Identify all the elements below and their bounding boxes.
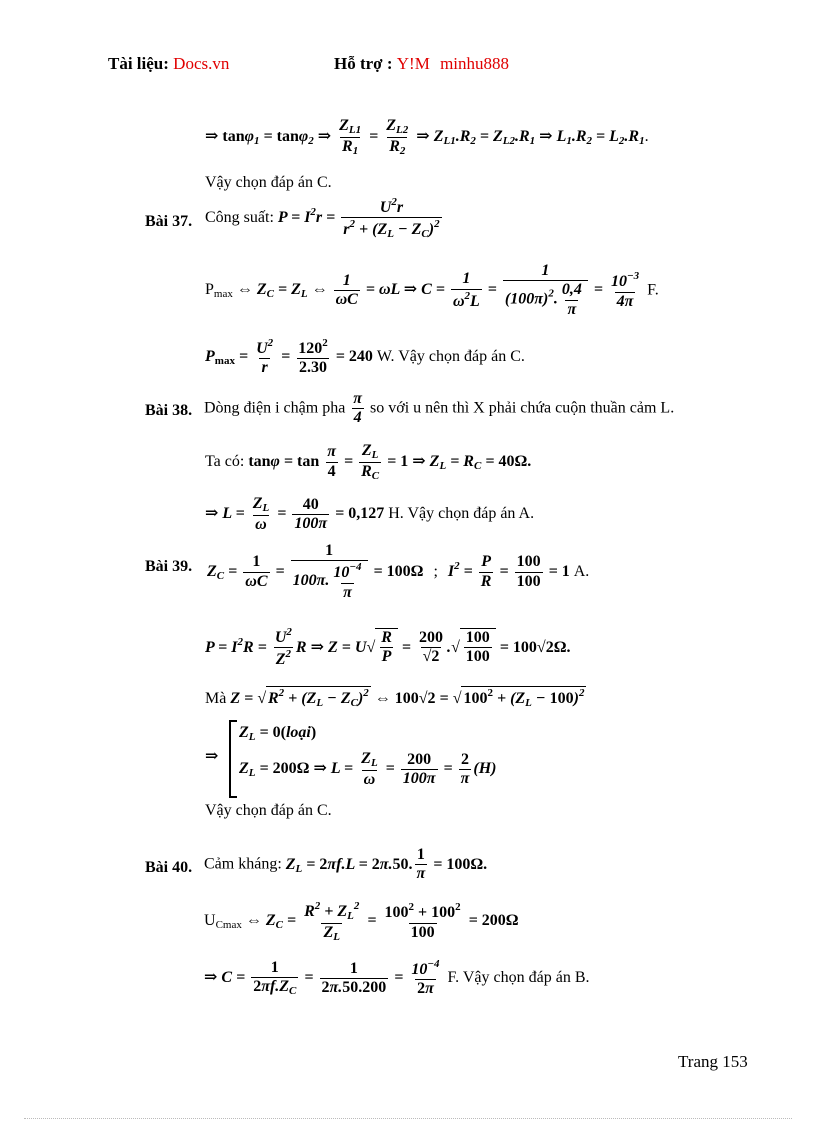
bai37-title: Bài 37.: [145, 213, 193, 230]
bai38-unit-h: H. Vậy chọn đáp án A.: [388, 505, 535, 523]
bai39-unit-a: A.: [573, 562, 590, 580]
header-support: [334, 54, 509, 74]
bai40-unit-f: F. Vậy chọn đáp án B.: [447, 969, 590, 987]
bai39-ma-label: Mà: [205, 690, 227, 707]
bai37-unit-f: F.: [647, 281, 659, 299]
bai40-zc: $U_{Cmax}$ ⇔ $Z_C$ = $\frac{R^2 + Z_L^2}{Z_L}$ = $\frac{100^2 + 100^2}{100}$ = 200Ω: [204, 900, 519, 943]
bai36-formula: ⇒ tanφ$_1$ = tanφ$_2$ ⇒ $\frac{Z_{L1}}{R_1}$ = $\frac{Z_{L2}}{R_2}$ ⇒ $Z_{L1}.R_2 = Z_{L2}.R_1$ ⇒ $L_1.R_2 = L_2.R_1$.: [205, 117, 649, 157]
bai38-taco: Ta có:: [205, 452, 245, 470]
bai40-title: Bài 40.: [145, 859, 193, 876]
bai39-case-2: $Z_L = 200\Omega$ ⇒ L = $\frac{Z_L}{\omega}$ = $\frac{200}{100\pi}$ = $\frac{2}{\pi}$ (H): [239, 750, 497, 788]
bai38-title: Bài 38.: [145, 402, 193, 419]
bai39-title: Bài 39.: [145, 558, 193, 575]
header-doc: [108, 54, 229, 74]
header-doc-site[interactable]: Docs.vn: [173, 54, 230, 73]
bai39-conclusion: Vậy chọn đáp án C.: [205, 802, 332, 819]
bai40-lead: Cảm kháng:: [204, 855, 282, 873]
header-doc-label: Tài liệu:: [108, 54, 169, 73]
bai40-capacitance: ⇒ C = $\frac{1}{2\pi f.Z_C}$ = $\frac{1}{2\pi.50.200}$ = $\frac{10^{-4}}{2\pi}$ F. Vậy chọn đáp án B.: [204, 958, 590, 998]
bai37-lead: Công suất:: [205, 209, 274, 227]
bai39-impedance: $P = I^2R$ = $\frac{U^2}{Z^2}$ R ⇒ Z = U√ $\frac{R}{P}$ = $\frac{200}{√2}$ .√ $\frac{100}{100}$ = 100√2Ω.: [205, 626, 571, 669]
header-support-user[interactable]: minhu888: [440, 54, 510, 73]
bai39-case-1: $Z_L$ = 0(loại): [239, 724, 317, 743]
bai36-conclusion: Vậy chọn đáp án C.: [205, 174, 332, 191]
bai40-zl: Cảm kháng: $Z_L = 2\pi f.L = 2\pi.50$. $\frac{1}{\pi}$ = 100Ω.: [204, 846, 488, 883]
bai39-bracket: [229, 720, 237, 798]
bai37-pmax-value: $P_{max}$ = $\frac{U^2}{r}$ = $\frac{120^2}{2.30}$ = 240 W. Vậy chọn đáp án C.: [205, 337, 525, 377]
header-support-im: Y!M: [396, 54, 430, 73]
bai38-inductance: ⇒ L = $\frac{Z_L}{\omega}$ = $\frac{40}{100\pi}$ = 0,127 H. Vậy chọn đáp án A.: [205, 495, 535, 533]
bai38-lead: Dòng điện i chậm pha $\frac{\pi}{4}$ so với u nên thì X phải chứa cuộn thuần cảm L.: [204, 390, 675, 427]
bai39-ma: Mà Z = √ $R^2 + (Z_L - Z_C)^2$ ⇔ 100√2 = √ $100^2 + (Z_L - 100)^2$: [205, 687, 585, 709]
bai38-lead-a: Dòng điện i chậm pha: [204, 399, 346, 417]
bai39-zc: $Z_C$ = $\frac{1}{\omega C}$ = 1 100π. $\frac{10^{-4}}{\pi}$ = 100Ω ; $I^2$ = $\frac{P}{R}$ = $\frac{100}{100}$ = 1 A.: [207, 542, 590, 601]
bai37-power-formula: Công suất: $P = I^2r$ = $\frac{U^2r}{r^2 + (Z_L - Z_C)^2}$: [205, 196, 440, 241]
page-number: Trang 153: [678, 1052, 748, 1071]
bai37-pmax-unit: W. Vậy chọn đáp án C.: [376, 348, 525, 366]
bai39-semicolon: ;: [433, 562, 438, 580]
bai38-tan: Ta có: tanφ = tan $\frac{\pi}{4}$ = $\frac{Z_L}{R_C}$ = 1 ⇒ $Z_L = R_C = 40\Omega$.: [205, 442, 532, 482]
footer-divider: [24, 1118, 792, 1119]
bai38-lead-b: so với u nên thì X phải chứa cuộn thuần cảm L.: [370, 399, 675, 417]
bai37-pmax-condition: $P_{max}$ ⇔ $Z_C = Z_L$ ⇔ $\frac{1}{\omega C}$ = ωL ⇒ C = $\frac{1}{\omega^2L}$ = 1 $(100\pi)^2$. $\frac{0,4}{\pi}$ = $\frac{10^{-3}}{4\pi}$ F.: [205, 262, 659, 318]
header-support-label: Hỗ trợ :: [334, 54, 393, 73]
